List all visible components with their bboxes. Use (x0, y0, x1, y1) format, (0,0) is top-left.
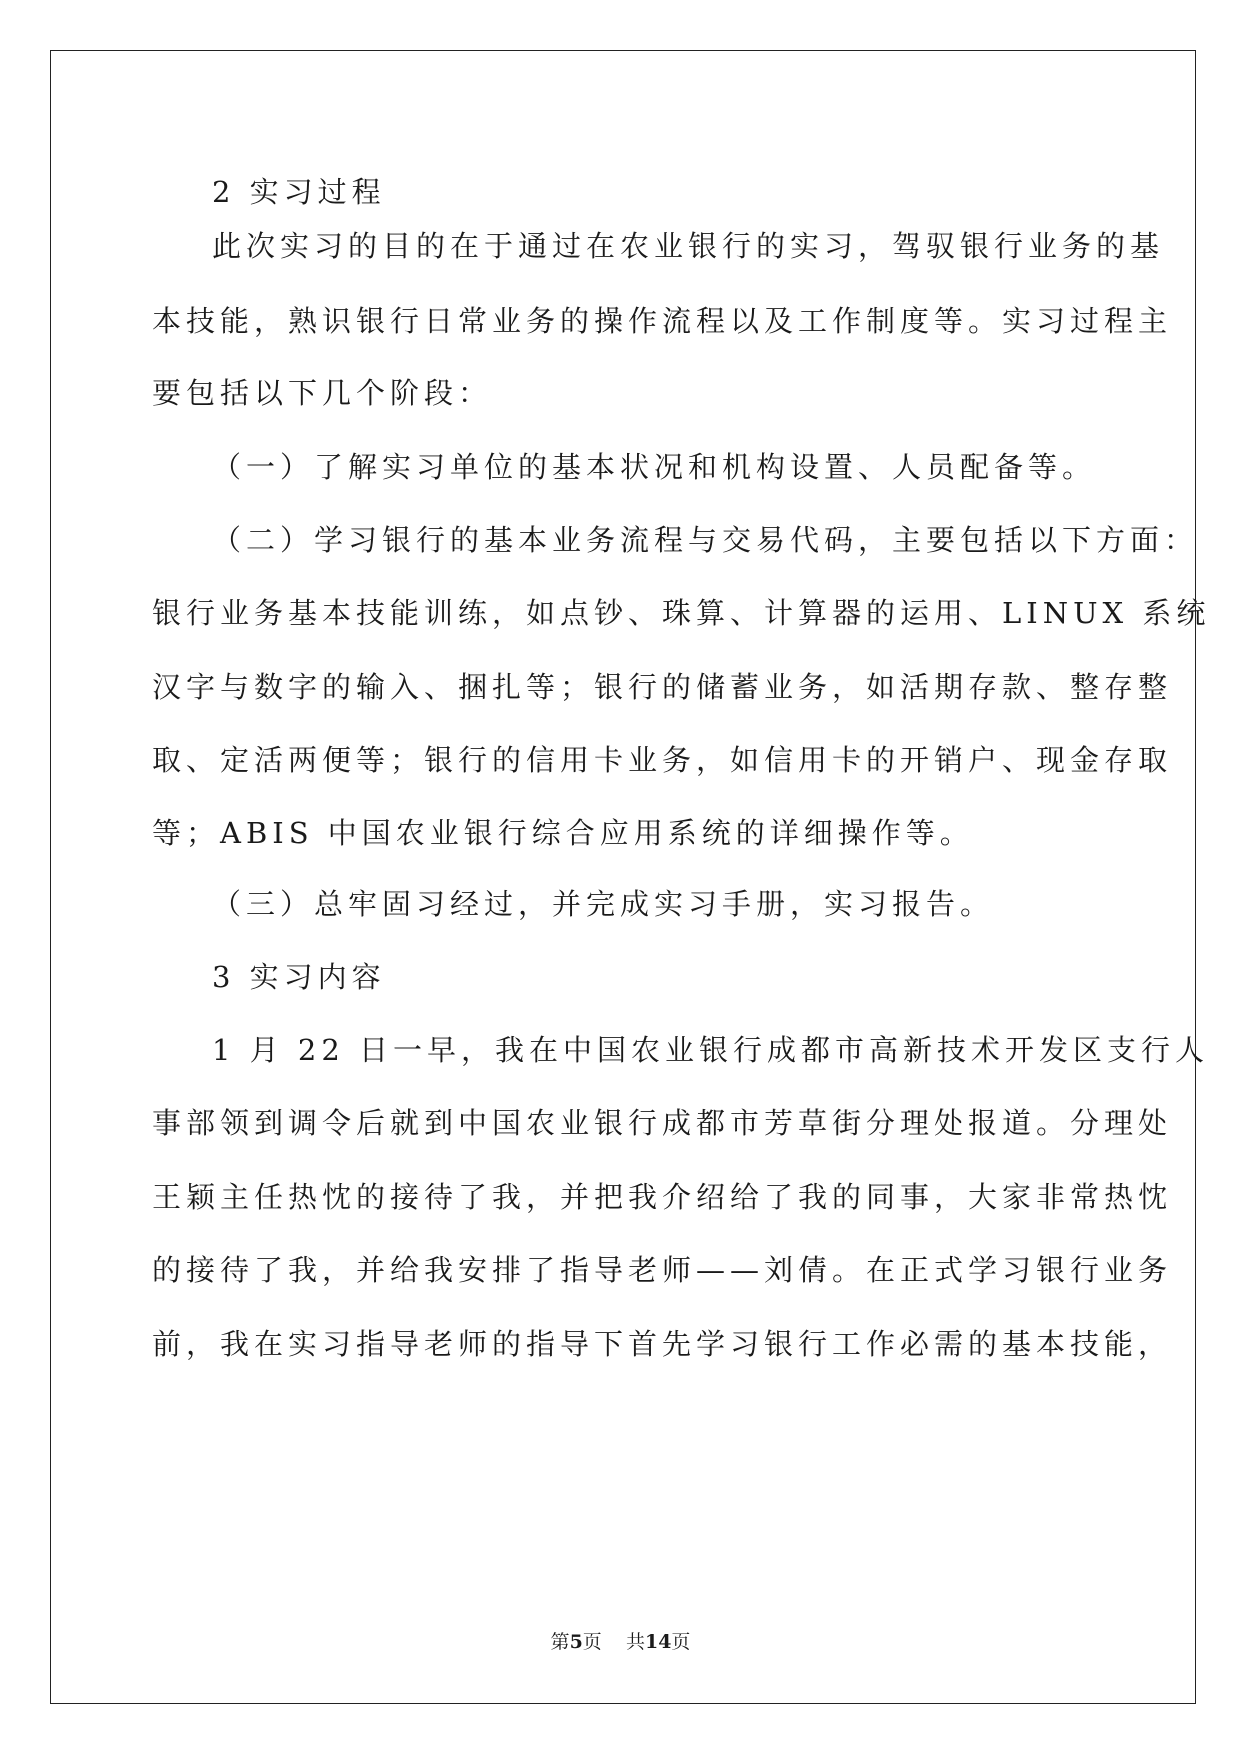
paragraph-line: 事部领到调令后就到中国农业银行成都市芳草街分理处报道。分理处 (152, 1106, 1173, 1140)
paragraph-line: 王颖主任热忱的接待了我，并把我介绍给了我的同事，大家非常热忱 (152, 1180, 1173, 1214)
paragraph-line: 取、定活两便等；银行的信用卡业务，如信用卡的开销户、现金存取 (152, 743, 1173, 777)
footer-suffix: 页 (671, 1631, 691, 1653)
total-page-number: 14 (644, 1631, 672, 1653)
paragraph-line: 等；ABIS 中国农业银行综合应用系统的详细操作等。 (152, 816, 974, 850)
paragraph-line: 此次实习的目的在于通过在农业银行的实习，驾驭银行业务的基 (212, 229, 1165, 263)
current-page-number: 5 (569, 1631, 583, 1653)
footer-mid: 页 共 (582, 1631, 645, 1653)
paragraph-line: 银行业务基本技能训练，如点钞、珠算、计算器的运用、LINUX 系统 (152, 596, 1211, 630)
paragraph-line: （二）学习银行的基本业务流程与交易代码，主要包括以下方面： (212, 523, 1199, 557)
page-border (50, 50, 1199, 1704)
paragraph-line: 汉字与数字的输入、捆扎等；银行的储蓄业务，如活期存款、整存整 (152, 670, 1173, 704)
paragraph-line: 的接待了我，并给我安排了指导老师——刘倩。在正式学习银行业务 (152, 1253, 1173, 1287)
paragraph-line: 前，我在实习指导老师的指导下首先学习银行工作必需的基本技能， (152, 1327, 1173, 1361)
footer-prefix: 第 (550, 1631, 570, 1653)
page-footer (0, 1633, 1241, 1652)
paragraph-line: （一）了解实习单位的基本状况和机构设置、人员配备等。 (212, 450, 1097, 484)
section-heading-internship-process: 2 实习过程 (212, 175, 386, 209)
paragraph-line: 1 月 22 日一早，我在中国农业银行成都市高新技术开发区支行人 (212, 1033, 1210, 1067)
paragraph-line: 要包括以下几个阶段： (152, 376, 493, 410)
section-heading-internship-content: 3 实习内容 (212, 960, 386, 994)
paragraph-line: （三）总牢固习经过，并完成实习手册，实习报告。 (212, 887, 995, 921)
paragraph-line: 本技能，熟识银行日常业务的操作流程以及工作制度等。实习过程主 (152, 304, 1173, 338)
